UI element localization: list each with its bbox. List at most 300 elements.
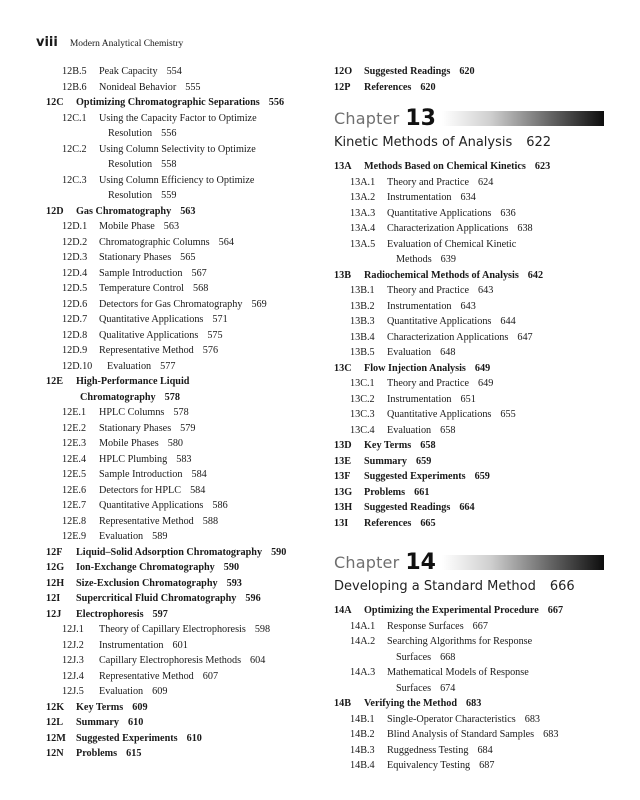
entry-title: Using the Capacity Factor to Optimize (99, 112, 257, 124)
entry-title: Theory of Capillary Electrophoresis (99, 624, 246, 635)
toc-subsection-entry[interactable] (46, 235, 316, 251)
entry-code: 13B.5 (350, 347, 375, 358)
toc-left-column (46, 64, 316, 762)
entry-code: 12D.8 (62, 329, 88, 341)
toc-subsection-entry[interactable] (46, 343, 316, 359)
toc-section-entry[interactable] (334, 268, 604, 284)
entry-page: 610 (128, 717, 144, 728)
chapter-number: 14 (405, 549, 436, 575)
entry-code: 12E.5 (62, 469, 87, 480)
entry-code: 12J.2 (62, 639, 84, 651)
entry-page: 668 (440, 651, 456, 663)
toc-subsection-entry[interactable] (46, 452, 316, 468)
toc-subsection-entry[interactable] (334, 314, 604, 330)
toc-subsection-entry[interactable] (334, 743, 604, 759)
entry-title-line2: Chromatography (80, 391, 156, 403)
entry-title: Theory and Practice (387, 378, 470, 389)
entry-page: 597 (152, 608, 168, 620)
toc-continued-entries (334, 64, 604, 95)
entry-code: 12D.9 (62, 345, 88, 356)
toc-subsection-entry[interactable] (46, 436, 316, 452)
entry-page: 558 (161, 159, 177, 170)
toc-subsection-entry[interactable] (334, 392, 604, 408)
entry-code: 13C.3 (350, 409, 375, 420)
entry-page: 590 (223, 562, 240, 573)
entry-title-line2: Surfaces (396, 651, 432, 663)
toc-section-entry[interactable] (334, 603, 604, 619)
entry-title: Evaluation (387, 347, 432, 358)
entry-title: Detectors for Gas Chromatography (99, 298, 243, 310)
chapter-title-text: Kinetic Methods of Analysis (334, 135, 513, 150)
entry-page: 639 (440, 254, 456, 265)
entry-title: Radiochemical Methods of Analysis (364, 269, 519, 281)
entry-title: High-Performance Liquid (76, 376, 190, 387)
toc-section-entry[interactable] (46, 607, 316, 623)
toc-subsection-entry[interactable] (334, 423, 604, 439)
entry-page: 571 (212, 314, 228, 325)
toc-subsection-entry[interactable] (46, 467, 316, 483)
toc-subsection-entry[interactable] (334, 190, 604, 206)
entry-title: Blind Analysis of Standard Samples (387, 729, 535, 740)
entry-title: Using Column Efficiency to Optimize (99, 174, 255, 186)
entry-page: 577 (160, 360, 176, 372)
chapter-gradient-bar (442, 111, 604, 126)
entry-title: Characterization Applications (387, 223, 509, 234)
entry-title: Qualitative Applications (99, 329, 199, 341)
entry-page: 567 (191, 267, 207, 279)
entry-title: Response Surfaces (387, 620, 464, 632)
entry-title: Theory and Practice (387, 176, 470, 188)
entry-code: 13A (334, 161, 352, 172)
toc-subsection-entry[interactable] (334, 619, 604, 635)
toc-subsection-entry[interactable] (46, 529, 316, 545)
entry-code: 12E.6 (62, 484, 87, 496)
entry-page: 642 (527, 269, 544, 281)
entry-code: 12J.1 (62, 624, 84, 635)
entry-page: 559 (161, 190, 177, 201)
entry-title: Evaluation (99, 531, 144, 542)
entry-title: Summary (364, 455, 408, 467)
entry-page: 623 (534, 161, 551, 172)
chapter-13-entries (334, 159, 604, 531)
toc-subsection-entry[interactable] (46, 684, 316, 700)
entry-title: Optimizing the Experimental Procedure (364, 605, 539, 616)
entry-title: Verifying the Method (364, 698, 457, 709)
entry-page: 584 (191, 469, 207, 480)
entry-title: Evaluation (99, 686, 144, 697)
entry-page: 576 (202, 345, 219, 356)
toc-section-entry[interactable] (334, 80, 604, 96)
toc-subsection-entry[interactable] (46, 622, 316, 638)
toc-subsection-entry[interactable] (46, 219, 316, 235)
entry-title-line2: Resolution (108, 190, 153, 201)
toc-section-entry[interactable] (46, 591, 316, 607)
entry-page: 554 (166, 66, 182, 77)
entry-page: 578 (164, 391, 180, 403)
entry-title: Evaluation (107, 360, 152, 372)
entry-title: Equivalency Testing (387, 760, 471, 771)
toc-subsection-entry[interactable] (334, 330, 604, 346)
toc-subsection-entry[interactable] (46, 281, 316, 297)
toc-section-entry[interactable] (334, 64, 604, 80)
toc-section-entry[interactable] (334, 469, 604, 485)
toc-section-entry[interactable] (334, 361, 604, 377)
chapter-page: 622 (526, 135, 552, 150)
entry-title: Suggested Readings (364, 66, 451, 77)
page-number: viii (36, 35, 58, 50)
entry-page: 604 (250, 655, 266, 666)
entry-page: 651 (460, 393, 476, 405)
chapter-number: 13 (405, 105, 436, 131)
entry-code: 12L (46, 717, 63, 728)
entry-code: 12C (46, 97, 64, 108)
entry-code: 13A.1 (350, 176, 376, 188)
chapter-page: 666 (549, 579, 575, 594)
entry-page: 667 (472, 620, 488, 632)
toc-subsection-entry[interactable] (334, 206, 604, 222)
entry-code: 12O (334, 66, 353, 77)
entry-code: 14B.4 (350, 760, 375, 771)
toc-subsection-entry[interactable] (46, 312, 316, 328)
toc-subsection-entry[interactable] (46, 328, 316, 344)
toc-section-entry[interactable] (46, 715, 316, 731)
entry-page: 564 (218, 236, 234, 248)
entry-code: 14A.3 (350, 667, 376, 678)
entry-page: 620 (420, 81, 436, 93)
toc-section-entry[interactable] (334, 696, 604, 712)
entry-title-line2: Resolution (108, 128, 153, 139)
entry-page: 579 (180, 422, 196, 434)
entry-code: 12J.3 (62, 655, 84, 666)
entry-title-continuation (62, 157, 316, 173)
entry-page: 593 (226, 577, 242, 589)
entry-code: 12D (46, 205, 64, 217)
entry-title: Stationary Phases (99, 252, 172, 263)
entry-page: 687 (479, 760, 495, 771)
entry-code: 12C.3 (62, 174, 87, 186)
toc-subsection-entry[interactable] (46, 266, 316, 282)
entry-page: 609 (152, 686, 168, 697)
entry-title-continuation (350, 681, 604, 697)
entry-code: 13C.2 (350, 393, 375, 405)
entry-code: 12N (46, 748, 64, 759)
entry-title: Size-Exclusion Chromatography (76, 577, 218, 589)
entry-title: Using Column Selectivity to Optimize (99, 143, 256, 155)
toc-subsection-entry[interactable] (46, 297, 316, 313)
toc-subsection-entry[interactable] (334, 634, 604, 665)
entry-code: 12I (46, 593, 61, 604)
entry-code: 12E (46, 376, 63, 387)
entry-title: References (364, 81, 412, 93)
toc-subsection-entry[interactable] (334, 758, 604, 774)
entry-page: 648 (440, 347, 456, 358)
toc-subsection-entry[interactable] (334, 175, 604, 191)
entry-page: 659 (474, 471, 490, 482)
entry-title-line2: Resolution (108, 159, 153, 170)
toc-subsection-entry[interactable] (46, 669, 316, 685)
entry-code: 13D (334, 440, 352, 451)
entry-page: 590 (271, 546, 287, 558)
entry-title: HPLC Plumbing (99, 453, 168, 465)
toc-section-entry[interactable] (334, 438, 604, 454)
entry-page: 620 (459, 66, 475, 77)
chapter-gradient-bar (442, 555, 604, 570)
toc-subsection-entry[interactable] (334, 665, 604, 696)
entry-code: 13A.3 (350, 207, 376, 219)
entry-page: 588 (202, 515, 219, 527)
entry-title-continuation (62, 188, 316, 204)
entry-code: 13H (334, 502, 353, 513)
chapter-title-text: Developing a Standard Method (334, 579, 536, 594)
entry-title: Representative Method (99, 515, 194, 527)
entry-title: Ion-Exchange Chromatography (76, 562, 215, 573)
entry-code: 12E.9 (62, 531, 87, 542)
entry-page: 658 (440, 424, 456, 436)
entry-code: 12K (46, 701, 65, 713)
entry-code: 12P (334, 81, 351, 93)
page-header (36, 35, 183, 50)
toc-subsection-entry[interactable] (334, 345, 604, 361)
entry-code: 12D.3 (62, 252, 88, 263)
entry-page: 555 (185, 81, 201, 93)
entry-code: 14B.3 (350, 744, 375, 756)
entry-code: 13C (334, 362, 352, 374)
entry-title: Representative Method (99, 345, 194, 356)
toc-subsection-entry[interactable] (334, 237, 604, 268)
entry-page: 667 (547, 605, 564, 616)
entry-title: Liquid–Solid Adsorption Chromatography (76, 546, 263, 558)
entry-title: Mathematical Models of Response (387, 667, 529, 678)
entry-title: Quantitative Applications (387, 316, 492, 327)
entry-title: Optimizing Chromatographic Separations (76, 97, 260, 108)
entry-page: 659 (416, 455, 432, 467)
entry-page: 586 (212, 500, 228, 511)
toc-subsection-entry[interactable] (46, 359, 316, 375)
entry-code: 12E.2 (62, 422, 87, 434)
entry-code: 13G (334, 486, 353, 498)
entry-page: 575 (207, 329, 223, 341)
entry-title: Flow Injection Analysis (364, 362, 466, 374)
entry-code: 12B.5 (62, 66, 87, 77)
entry-code: 12J.4 (62, 670, 84, 682)
entry-page: 563 (163, 221, 180, 232)
entry-title: Methods Based on Chemical Kinetics (364, 161, 526, 172)
entry-code: 14B.2 (350, 729, 375, 740)
entry-code: 13F (334, 471, 351, 482)
entry-title-line2: Surfaces (396, 682, 432, 694)
entry-page: 607 (202, 670, 219, 682)
toc-subsection-entry[interactable] (334, 727, 604, 743)
entry-page: 683 (543, 729, 559, 740)
entry-title-continuation (46, 390, 316, 406)
entry-title: Gas Chromatography (76, 205, 172, 217)
entry-page: 615 (126, 748, 142, 759)
entry-title: Instrumentation (387, 393, 452, 405)
entry-code: 13C.4 (350, 424, 375, 436)
entry-page: 583 (176, 453, 192, 465)
entry-title: Sample Introduction (99, 469, 183, 480)
entry-page: 610 (186, 732, 202, 744)
entry-code: 12E.8 (62, 515, 87, 527)
entry-code: 12D.5 (62, 283, 88, 294)
entry-title: Supercritical Fluid Chromatography (76, 593, 237, 604)
entry-title: Key Terms (364, 440, 412, 451)
entry-title: Temperature Control (99, 283, 185, 294)
toc-subsection-entry[interactable] (334, 221, 604, 237)
entry-code: 12D.1 (62, 221, 88, 232)
entry-title: References (364, 517, 412, 529)
entry-code: 12D.10 (62, 360, 93, 372)
toc-subsection-entry[interactable] (334, 299, 604, 315)
toc-section-entry[interactable] (334, 159, 604, 175)
entry-code: 13A.4 (350, 223, 376, 234)
entry-page: 658 (420, 440, 436, 451)
entry-title: HPLC Columns (99, 407, 165, 418)
entry-title: Instrumentation (99, 639, 164, 651)
entry-title: Quantitative Applications (99, 500, 204, 511)
entry-code: 13I (334, 517, 349, 529)
toc-subsection-entry[interactable] (334, 283, 604, 299)
entry-code: 14B (334, 698, 351, 709)
entry-code: 13C.1 (350, 378, 375, 389)
toc-section-entry[interactable] (46, 545, 316, 561)
chapter-label: Chapter (334, 108, 400, 128)
toc-subsection-entry[interactable] (334, 712, 604, 728)
toc-section-entry[interactable] (46, 374, 316, 405)
entry-code: 13B (334, 269, 351, 281)
entry-title-line2: Methods (396, 254, 432, 265)
entry-title: Nonideal Behavior (99, 81, 177, 93)
entry-page: 649 (474, 362, 491, 374)
entry-title: Ruggedness Testing (387, 744, 469, 756)
toc-right-column (334, 64, 604, 774)
toc-section-entry[interactable] (334, 485, 604, 501)
toc-subsection-entry[interactable] (46, 405, 316, 421)
entry-code: 12J (46, 608, 62, 620)
chapter-label: Chapter (334, 552, 400, 572)
entry-page: 624 (478, 176, 494, 188)
entry-code: 12C.2 (62, 143, 87, 155)
entry-title: Key Terms (76, 701, 124, 713)
entry-page: 665 (420, 517, 436, 529)
chapter-title[interactable] (334, 135, 604, 150)
toc-section-entry[interactable] (46, 746, 316, 762)
entry-page: 643 (478, 285, 494, 296)
toc-subsection-entry[interactable] (46, 498, 316, 514)
toc-subsection-entry[interactable] (334, 407, 604, 423)
entry-page: 556 (268, 97, 285, 108)
entry-title: Single-Operator Characteristics (387, 713, 516, 725)
toc-section-entry[interactable] (46, 204, 316, 220)
toc-subsection-entry[interactable] (46, 421, 316, 437)
toc-subsection-entry[interactable] (46, 250, 316, 266)
entry-title: Capillary Electrophoresis Methods (99, 655, 242, 666)
entry-page: 643 (460, 300, 476, 312)
entry-title-continuation (62, 126, 316, 142)
entry-title: Instrumentation (387, 192, 452, 203)
entry-code: 13E (334, 455, 351, 467)
toc-section-entry[interactable] (334, 500, 604, 516)
entry-page: 644 (500, 316, 516, 327)
toc-subsection-entry[interactable] (46, 483, 316, 499)
toc-section-entry[interactable] (334, 454, 604, 470)
entry-code: 13A.5 (350, 238, 376, 250)
entry-code: 12C.1 (62, 112, 87, 124)
toc-subsection-entry[interactable] (46, 111, 316, 142)
entry-code: 12D.7 (62, 314, 88, 325)
chapter-14-heading (334, 551, 604, 594)
entry-code: 12E.7 (62, 500, 87, 511)
entry-title: Evaluation (387, 424, 432, 436)
entry-title: Evaluation of Chemical Kinetic (387, 238, 517, 250)
entry-page: 636 (500, 207, 516, 219)
entry-title-continuation (350, 650, 604, 666)
entry-code: 14A.1 (350, 620, 376, 632)
entry-page: 563 (180, 205, 196, 217)
toc-section-entry[interactable] (46, 560, 316, 576)
toc-section-entry[interactable] (334, 516, 604, 532)
entry-title-continuation (350, 252, 604, 268)
entry-page: 584 (190, 484, 206, 496)
entry-title: Suggested Experiments (76, 732, 178, 744)
entry-code: 12E.1 (62, 407, 87, 418)
entry-page: 638 (517, 223, 533, 234)
entry-page: 655 (500, 409, 516, 420)
entry-title: Characterization Applications (387, 331, 509, 343)
entry-code: 12D.4 (62, 267, 88, 279)
entry-page: 664 (459, 502, 475, 513)
entry-page: 683 (466, 698, 482, 709)
running-title: Modern Analytical Chemistry (69, 39, 184, 49)
entry-code: 12E.3 (62, 438, 87, 449)
entry-page: 647 (517, 331, 533, 343)
toc-subsection-entry[interactable] (46, 142, 316, 173)
toc-section-entry[interactable] (46, 95, 316, 111)
entry-page: 565 (180, 252, 196, 263)
toc-subsection-entry[interactable] (46, 653, 316, 669)
entry-code: 12E.4 (62, 453, 87, 465)
entry-title: Quantitative Applications (387, 409, 492, 420)
entry-code: 14B.1 (350, 713, 375, 725)
entry-page: 634 (460, 192, 476, 203)
entry-title: Stationary Phases (99, 422, 172, 434)
entry-title: Representative Method (99, 670, 194, 682)
entry-page: 598 (254, 624, 271, 635)
entry-title: Mobile Phases (99, 438, 159, 449)
entry-code: 12G (46, 562, 65, 573)
entry-title: Suggested Readings (364, 502, 451, 513)
entry-code: 13B.4 (350, 331, 375, 343)
toc-section-entry[interactable] (46, 576, 316, 592)
entry-page: 580 (167, 438, 183, 449)
toc-section-entry[interactable] (46, 731, 316, 747)
toc-subsection-entry[interactable] (46, 64, 316, 80)
entry-page: 568 (193, 283, 209, 294)
entry-code: 12F (46, 546, 63, 558)
toc-subsection-entry[interactable] (46, 638, 316, 654)
toc-subsection-entry[interactable] (46, 80, 316, 96)
chapter-title[interactable] (334, 579, 604, 594)
entry-page: 661 (414, 486, 430, 498)
toc-section-entry[interactable] (46, 700, 316, 716)
entry-title: Problems (364, 486, 406, 498)
entry-code: 12J.5 (62, 686, 84, 697)
toc-subsection-entry[interactable] (46, 514, 316, 530)
toc-subsection-entry[interactable] (46, 173, 316, 204)
entry-page: 556 (161, 128, 177, 139)
toc-subsection-entry[interactable] (334, 376, 604, 392)
entry-title: Electrophoresis (76, 608, 144, 620)
